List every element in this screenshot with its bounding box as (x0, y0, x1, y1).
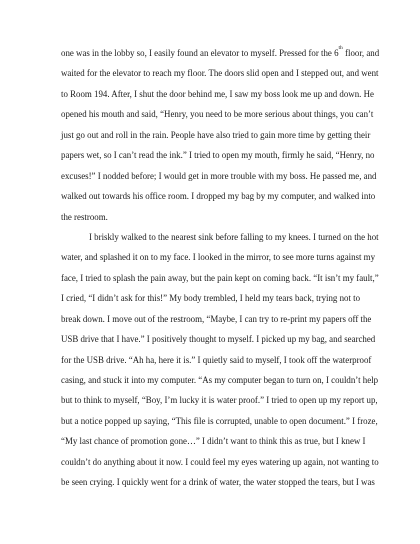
text-line: excuses!” I nodded before; I would get in more trouble with my boss. He passed me, and (61, 170, 377, 181)
text-line: couldn’t do anything about it now. I could feel my eyes watering up again, not wanting to (61, 456, 379, 467)
paragraph-1 (61, 43, 380, 227)
text-line: just go out and roll in the rain. People have also tried to gain more time by getting their (61, 129, 371, 140)
text-line: face, I tried to splash the pain away, but the pain kept on coming back. “It isn’t my fault,” (61, 272, 379, 283)
text-line: “My last chance of promotion gone…” I didn’t want to think this as true, but I knew I (61, 436, 366, 447)
text-line (61, 43, 380, 63)
text-line: water, and splashed it on to my face. I looked in the mirror, to see more turns against my (61, 252, 376, 263)
text-line: break down. I move out of the restroom, “Maybe, I can try to re-print my papers off the (61, 313, 372, 324)
text-line: but to think to myself, “Boy, I’m lucky it is water proof.” I tried to open up my report up, (61, 395, 378, 406)
text-line: but a notice popped up saying, “This file is corrupted, unable to open document.” I froze, (61, 415, 378, 426)
superscript-ordinal: th (338, 45, 343, 51)
text-line: I briskly walked to the nearest sink before falling to my knees. I turned on the hot (89, 231, 379, 242)
text-line: be seen crying. I quickly went for a drink of water, the water stopped the tears, but I was (61, 477, 375, 488)
body-text (61, 43, 380, 493)
text-line: to Room 194. After, I shut the door behind me, I saw my boss look me up and down. He (61, 88, 374, 99)
text-line: USB drive that I have.” I positively thought to myself. I picked up my bag, and searched (61, 334, 376, 345)
text-line: opened his mouth and said, “Henry, you need to be more serious about things, you can’t (61, 109, 374, 120)
text-run: floor, and (342, 48, 380, 58)
text-line: walked out towards his office room. I dropped my bag by my computer, and walked into (61, 191, 376, 202)
text-line: the restroom. (61, 211, 108, 222)
text-run: one was in the lobby so, I easily found an elevator to myself. Pressed for the 6 (61, 48, 339, 58)
text-line: papers wet, so I can’t read the ink.” I tried to open my mouth, firmly he said, “Henry, no (61, 150, 375, 161)
text-line: for the USB drive. “Ah ha, here it is.” I quietly said to myself, I took off the waterproof (61, 354, 372, 365)
text-line: I cried, “I didn’t ask for this!” My body trembled, I held my tears back, trying not to (61, 293, 361, 304)
text-line: casing, and stuck it into my computer. “As my computer began to turn on, I couldn’t help (61, 375, 379, 385)
text-line: waited for the elevator to reach my floor. The doors slid open and I stepped out, and went (61, 68, 379, 79)
paragraph-2 (61, 227, 379, 493)
